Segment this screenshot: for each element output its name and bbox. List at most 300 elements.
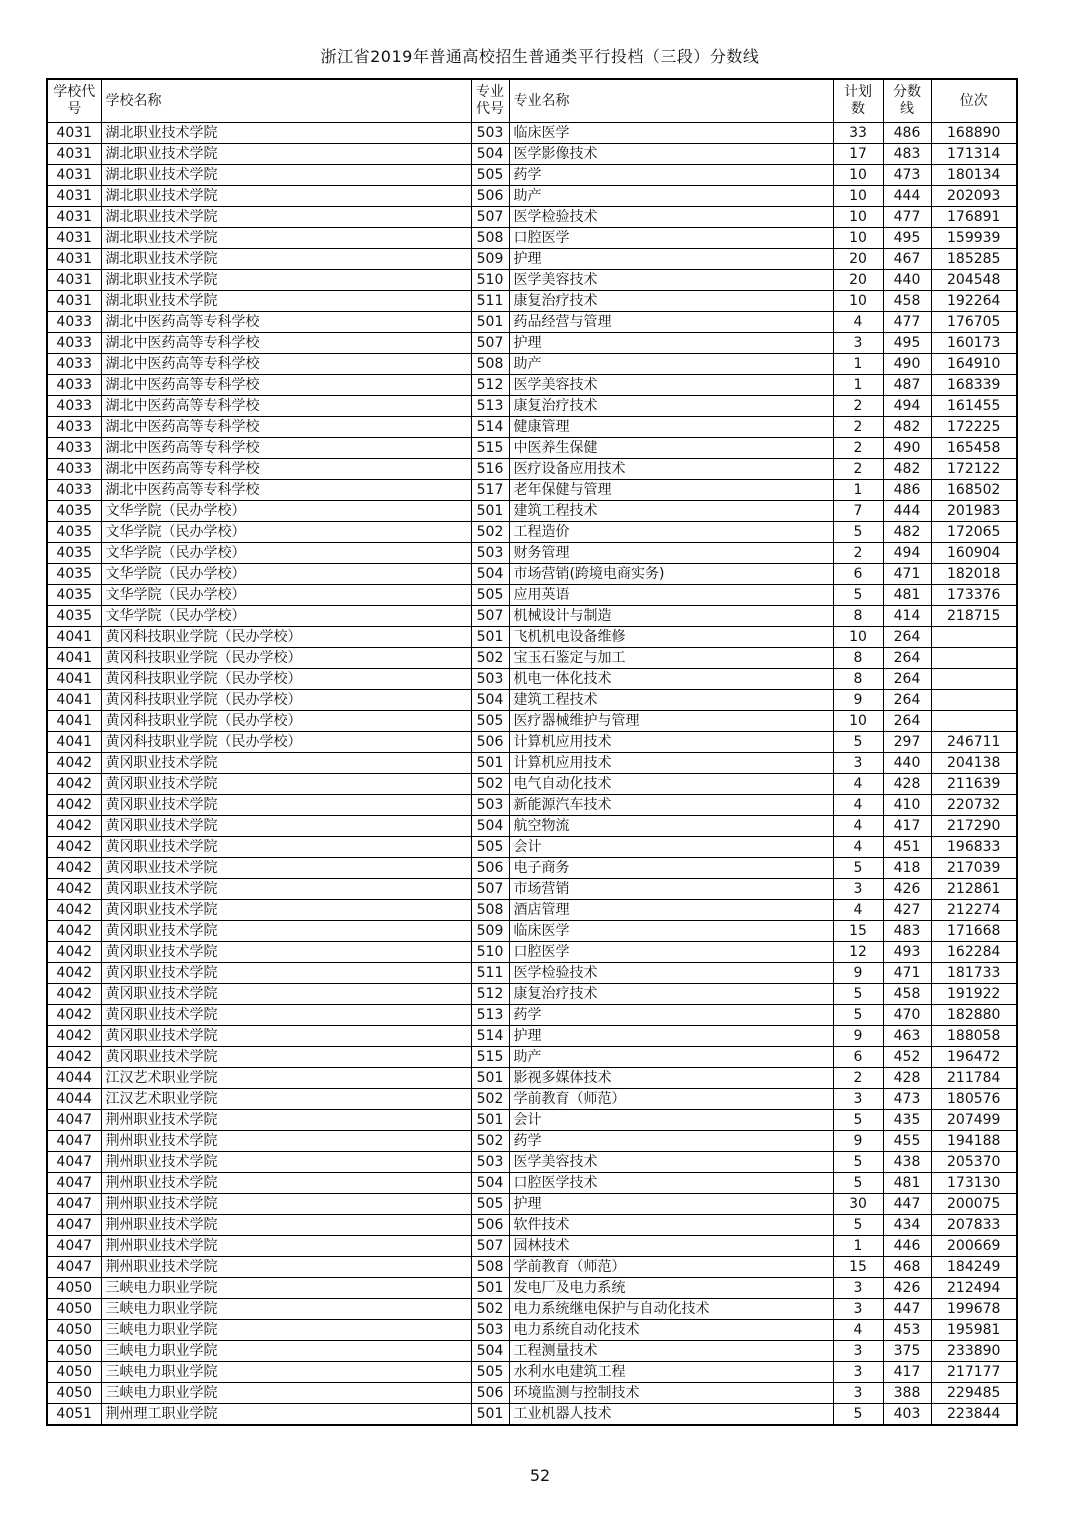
cell-major-name: 建筑工程技术 [509,501,833,522]
cell-major-code: 511 [471,291,509,312]
table-row [47,837,1017,858]
cell-score: 264 [883,690,931,711]
cell-school-code: 4047 [47,1110,101,1131]
cell-plan: 8 [833,648,883,669]
table-row [47,1362,1017,1383]
cell-rank: 233890 [931,1341,1017,1362]
cell-school-name: 黄冈职业技术学院 [101,795,471,816]
table-row [47,1383,1017,1404]
cell-school-code: 4042 [47,1047,101,1068]
cell-score: 417 [883,816,931,837]
cell-plan: 8 [833,606,883,627]
cell-school-name: 黄冈职业技术学院 [101,774,471,795]
cell-score: 388 [883,1383,931,1404]
cell-school-name: 黄冈科技职业学院（民办学校） [101,690,471,711]
cell-major-code: 510 [471,270,509,291]
header-major-code: 专业代号 [471,79,509,123]
cell-school-name: 荆州职业技术学院 [101,1173,471,1194]
cell-rank [931,648,1017,669]
cell-score: 468 [883,1257,931,1278]
cell-major-code: 512 [471,984,509,1005]
cell-school-code: 4035 [47,501,101,522]
table-row [47,459,1017,480]
cell-major-name: 医学检验技术 [509,207,833,228]
cell-score: 453 [883,1320,931,1341]
cell-school-code: 4035 [47,522,101,543]
table-row [47,228,1017,249]
cell-major-code: 510 [471,942,509,963]
table-row [47,144,1017,165]
cell-rank: 168502 [931,480,1017,501]
table-row [47,1236,1017,1257]
cell-plan: 3 [833,879,883,900]
cell-major-code: 501 [471,1068,509,1089]
cell-score: 403 [883,1404,931,1426]
cell-major-code: 503 [471,543,509,564]
cell-school-code: 4035 [47,543,101,564]
table-row [47,333,1017,354]
cell-school-name: 湖北中医药高等专科学校 [101,480,471,501]
table-row [47,354,1017,375]
cell-major-code: 506 [471,732,509,753]
cell-major-name: 助产 [509,354,833,375]
table-row [47,417,1017,438]
cell-school-name: 黄冈科技职业学院（民办学校） [101,627,471,648]
cell-rank: 223844 [931,1404,1017,1426]
page-number: 52 [529,1466,551,1485]
cell-school-name: 湖北中医药高等专科学校 [101,438,471,459]
cell-score: 418 [883,858,931,879]
cell-school-code: 4033 [47,480,101,501]
cell-school-name: 江汉艺术职业学院 [101,1089,471,1110]
cell-major-name: 电力系统自动化技术 [509,1320,833,1341]
cell-rank: 246711 [931,732,1017,753]
cell-score: 451 [883,837,931,858]
cell-school-code: 4031 [47,270,101,291]
cell-school-name: 文华学院（民办学校） [101,543,471,564]
header-plan: 计划数 [833,79,883,123]
table-row [47,1026,1017,1047]
cell-major-code: 505 [471,585,509,606]
cell-major-name: 学前教育（师范） [509,1257,833,1278]
table-row [47,984,1017,1005]
cell-major-name: 康复治疗技术 [509,291,833,312]
cell-major-name: 应用英语 [509,585,833,606]
cell-score: 440 [883,270,931,291]
cell-school-code: 4047 [47,1173,101,1194]
cell-major-code: 517 [471,480,509,501]
cell-plan: 10 [833,228,883,249]
cell-school-code: 4050 [47,1278,101,1299]
cell-rank: 171668 [931,921,1017,942]
cell-major-code: 504 [471,564,509,585]
cell-plan: 17 [833,144,883,165]
cell-plan: 10 [833,627,883,648]
cell-major-name: 计算机应用技术 [509,732,833,753]
cell-score: 494 [883,543,931,564]
cell-score: 470 [883,1005,931,1026]
cell-major-name: 财务管理 [509,543,833,564]
cell-school-name: 湖北职业技术学院 [101,291,471,312]
cell-major-code: 503 [471,123,509,144]
cell-major-name: 水利水电建筑工程 [509,1362,833,1383]
cell-score: 264 [883,627,931,648]
cell-score: 482 [883,417,931,438]
cell-school-code: 4033 [47,417,101,438]
cell-score: 428 [883,774,931,795]
cell-school-code: 4041 [47,669,101,690]
cell-school-name: 黄冈职业技术学院 [101,942,471,963]
cell-school-code: 4033 [47,396,101,417]
cell-school-code: 4042 [47,1026,101,1047]
cell-major-name: 医学检验技术 [509,963,833,984]
cell-school-code: 4047 [47,1257,101,1278]
cell-score: 477 [883,312,931,333]
cell-score: 493 [883,942,931,963]
cell-plan: 5 [833,1215,883,1236]
cell-major-code: 503 [471,1152,509,1173]
header-major-name: 专业名称 [509,79,833,123]
cell-plan: 4 [833,837,883,858]
cell-school-code: 4047 [47,1131,101,1152]
cell-school-name: 黄冈职业技术学院 [101,1026,471,1047]
cell-major-name: 宝玉石鉴定与加工 [509,648,833,669]
cell-major-code: 512 [471,375,509,396]
cell-plan: 3 [833,333,883,354]
cell-rank: 165458 [931,438,1017,459]
cell-plan: 3 [833,1278,883,1299]
cell-major-code: 502 [471,1299,509,1320]
cell-score: 438 [883,1152,931,1173]
cell-major-code: 508 [471,900,509,921]
cell-plan: 15 [833,1257,883,1278]
cell-major-code: 501 [471,312,509,333]
cell-major-name: 园林技术 [509,1236,833,1257]
cell-score: 427 [883,900,931,921]
table-row [47,858,1017,879]
cell-major-name: 发电厂及电力系统 [509,1278,833,1299]
cell-score: 414 [883,606,931,627]
cell-school-code: 4041 [47,690,101,711]
cell-rank: 173376 [931,585,1017,606]
cell-plan: 5 [833,858,883,879]
cell-major-name: 医学美容技术 [509,375,833,396]
cell-school-name: 黄冈职业技术学院 [101,900,471,921]
cell-plan: 30 [833,1194,883,1215]
cell-plan: 1 [833,1236,883,1257]
cell-school-code: 4042 [47,921,101,942]
cell-score: 426 [883,1278,931,1299]
cell-rank: 204138 [931,753,1017,774]
cell-school-code: 4047 [47,1215,101,1236]
cell-rank: 176891 [931,207,1017,228]
cell-rank: 160173 [931,333,1017,354]
cell-major-code: 502 [471,648,509,669]
cell-major-name: 口腔医学 [509,228,833,249]
cell-major-name: 工程测量技术 [509,1341,833,1362]
cell-major-code: 501 [471,1110,509,1131]
cell-school-code: 4050 [47,1362,101,1383]
cell-major-code: 507 [471,606,509,627]
cell-major-code: 504 [471,1341,509,1362]
cell-school-code: 4031 [47,123,101,144]
cell-rank: 181733 [931,963,1017,984]
cell-score: 447 [883,1194,931,1215]
cell-plan: 10 [833,711,883,732]
table-row [47,1299,1017,1320]
cell-score: 486 [883,480,931,501]
cell-score: 264 [883,711,931,732]
cell-plan: 9 [833,963,883,984]
cell-school-name: 黄冈科技职业学院（民办学校） [101,732,471,753]
cell-school-name: 文华学院（民办学校） [101,564,471,585]
cell-school-code: 4042 [47,774,101,795]
table-row [47,480,1017,501]
table-row [47,543,1017,564]
cell-school-code: 4041 [47,627,101,648]
cell-school-code: 4031 [47,228,101,249]
table-row [47,1152,1017,1173]
table-row [47,1005,1017,1026]
table-row [47,816,1017,837]
cell-score: 458 [883,984,931,1005]
cell-score: 417 [883,1362,931,1383]
table-row [47,1215,1017,1236]
cell-score: 473 [883,1089,931,1110]
cell-school-name: 黄冈职业技术学院 [101,858,471,879]
cell-plan: 1 [833,480,883,501]
cell-school-name: 黄冈职业技术学院 [101,1047,471,1068]
cell-rank: 176705 [931,312,1017,333]
table-row [47,753,1017,774]
cell-rank: 218715 [931,606,1017,627]
cell-major-code: 505 [471,837,509,858]
cell-score: 467 [883,249,931,270]
cell-plan: 2 [833,438,883,459]
cell-plan: 4 [833,774,883,795]
cell-major-name: 工程造价 [509,522,833,543]
cell-major-name: 机械设计与制造 [509,606,833,627]
cell-score: 410 [883,795,931,816]
cell-plan: 4 [833,312,883,333]
table-row [47,207,1017,228]
cell-rank: 164910 [931,354,1017,375]
cell-school-name: 黄冈职业技术学院 [101,984,471,1005]
cell-major-name: 老年保健与管理 [509,480,833,501]
cell-major-name: 康复治疗技术 [509,396,833,417]
cell-major-code: 506 [471,186,509,207]
cell-major-name: 酒店管理 [509,900,833,921]
table-header-row [47,79,1017,123]
cell-rank: 212861 [931,879,1017,900]
cell-plan: 2 [833,396,883,417]
cell-score: 458 [883,291,931,312]
cell-major-code: 501 [471,501,509,522]
cell-score: 481 [883,1173,931,1194]
cell-rank: 159939 [931,228,1017,249]
table-row [47,1047,1017,1068]
cell-score: 482 [883,522,931,543]
cell-school-code: 4031 [47,165,101,186]
table-row [47,375,1017,396]
cell-plan: 5 [833,1173,883,1194]
cell-plan: 5 [833,1005,883,1026]
cell-school-name: 湖北职业技术学院 [101,144,471,165]
header-school-code: 学校代号 [47,79,101,123]
cell-major-code: 503 [471,669,509,690]
cell-major-code: 516 [471,459,509,480]
cell-major-code: 502 [471,522,509,543]
cell-score: 446 [883,1236,931,1257]
cell-rank: 196833 [931,837,1017,858]
cell-score: 375 [883,1341,931,1362]
table-row [47,942,1017,963]
cell-school-name: 湖北职业技术学院 [101,249,471,270]
cell-major-code: 513 [471,396,509,417]
table-row [47,522,1017,543]
table-row [47,501,1017,522]
cell-score: 455 [883,1131,931,1152]
cell-school-name: 三峡电力职业学院 [101,1341,471,1362]
cell-school-name: 黄冈职业技术学院 [101,963,471,984]
cell-score: 490 [883,438,931,459]
table-row [47,690,1017,711]
cell-major-name: 护理 [509,249,833,270]
cell-major-name: 软件技术 [509,1215,833,1236]
cell-rank: 182880 [931,1005,1017,1026]
cell-plan: 2 [833,459,883,480]
cell-major-name: 健康管理 [509,417,833,438]
cell-plan: 5 [833,732,883,753]
cell-plan: 1 [833,375,883,396]
table-row [47,396,1017,417]
table-row [47,732,1017,753]
cell-plan: 10 [833,165,883,186]
cell-plan: 3 [833,1299,883,1320]
cell-school-code: 4050 [47,1341,101,1362]
cell-school-name: 江汉艺术职业学院 [101,1068,471,1089]
cell-school-name: 湖北中医药高等专科学校 [101,312,471,333]
cell-major-name: 临床医学 [509,921,833,942]
cell-major-code: 507 [471,207,509,228]
cell-plan: 5 [833,984,883,1005]
page-title: 浙江省2019年普通高校招生普通类平行投档（三段）分数线 [320,47,760,66]
cell-plan: 20 [833,270,883,291]
cell-school-code: 4033 [47,354,101,375]
cell-major-code: 515 [471,1047,509,1068]
cell-plan: 5 [833,1152,883,1173]
cell-score: 481 [883,585,931,606]
cell-major-code: 508 [471,228,509,249]
cell-score: 297 [883,732,931,753]
header-school-name: 学校名称 [101,79,471,123]
cell-major-code: 509 [471,921,509,942]
cell-score: 444 [883,186,931,207]
cell-school-name: 荆州职业技术学院 [101,1257,471,1278]
cell-major-code: 501 [471,753,509,774]
cell-school-name: 湖北职业技术学院 [101,207,471,228]
cell-school-name: 湖北中医药高等专科学校 [101,459,471,480]
cell-major-name: 机电一体化技术 [509,669,833,690]
cell-major-name: 护理 [509,1026,833,1047]
cell-plan: 4 [833,816,883,837]
cell-major-code: 513 [471,1005,509,1026]
cell-major-code: 507 [471,333,509,354]
cell-score: 434 [883,1215,931,1236]
cell-plan: 3 [833,753,883,774]
cell-score: 483 [883,144,931,165]
cell-school-code: 4042 [47,963,101,984]
cell-major-code: 508 [471,354,509,375]
cell-school-name: 荆州职业技术学院 [101,1215,471,1236]
cell-major-code: 507 [471,1236,509,1257]
cell-major-code: 514 [471,417,509,438]
cell-school-code: 4031 [47,291,101,312]
table-row [47,291,1017,312]
cell-school-code: 4041 [47,732,101,753]
table-row [47,1110,1017,1131]
cell-rank: 211639 [931,774,1017,795]
cell-rank: 160904 [931,543,1017,564]
cell-school-code: 4051 [47,1404,101,1426]
cell-major-name: 临床医学 [509,123,833,144]
table-row [47,564,1017,585]
cell-major-code: 504 [471,1173,509,1194]
cell-rank: 217290 [931,816,1017,837]
cell-rank: 168890 [931,123,1017,144]
cell-major-code: 504 [471,816,509,837]
cell-plan: 1 [833,354,883,375]
cell-rank [931,627,1017,648]
table-row [47,312,1017,333]
cell-rank: 201983 [931,501,1017,522]
cell-major-code: 506 [471,1215,509,1236]
table-row [47,1131,1017,1152]
cell-rank: 199678 [931,1299,1017,1320]
table-row [47,123,1017,144]
cell-plan: 10 [833,291,883,312]
cell-score: 495 [883,333,931,354]
table-row [47,1194,1017,1215]
table-row [47,963,1017,984]
table-row [47,606,1017,627]
cell-rank: 212274 [931,900,1017,921]
cell-major-code: 511 [471,963,509,984]
cell-major-name: 工业机器人技术 [509,1404,833,1426]
cell-major-name: 飞机机电设备维修 [509,627,833,648]
cell-major-name: 助产 [509,1047,833,1068]
cell-school-name: 黄冈职业技术学院 [101,921,471,942]
cell-major-name: 学前教育（师范） [509,1089,833,1110]
cell-major-code: 502 [471,1131,509,1152]
cell-major-code: 508 [471,1257,509,1278]
table-row [47,270,1017,291]
cell-plan: 15 [833,921,883,942]
cell-school-code: 4031 [47,249,101,270]
cell-major-name: 市场营销 [509,879,833,900]
cell-school-name: 荆州理工职业学院 [101,1404,471,1426]
table-row [47,1257,1017,1278]
cell-school-code: 4033 [47,312,101,333]
cell-major-name: 新能源汽车技术 [509,795,833,816]
table-row [47,774,1017,795]
table-row [47,1404,1017,1426]
cell-school-name: 湖北职业技术学院 [101,123,471,144]
cell-plan: 2 [833,1068,883,1089]
cell-school-name: 三峡电力职业学院 [101,1299,471,1320]
cell-major-name: 电力系统继电保护与自动化技术 [509,1299,833,1320]
cell-major-code: 514 [471,1026,509,1047]
